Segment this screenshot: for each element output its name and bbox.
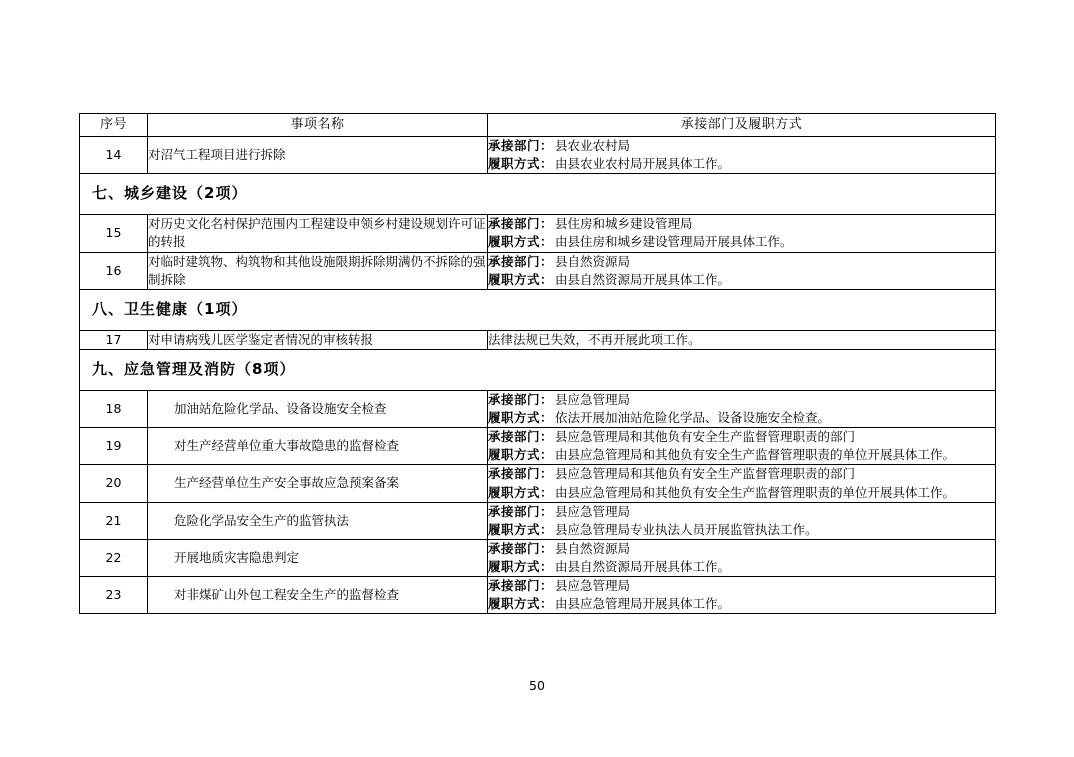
row-sequence-number: 15 <box>80 215 148 252</box>
duty-line <box>488 271 995 289</box>
row-sequence-number: 20 <box>80 465 148 502</box>
table-header-cell: 承接部门及履职方式 <box>488 114 996 137</box>
department-label: 承接部门： <box>488 429 554 445</box>
row-item-name: 对生产经营单位重大事故隐患的监督检查 <box>148 428 488 465</box>
duty-label: 履职方式： <box>488 559 554 574</box>
department-line <box>488 391 995 409</box>
row-item-name: 对非煤矿山外包工程安全生产的监督检查 <box>148 577 488 614</box>
department-line <box>488 137 995 155</box>
department-line <box>488 253 995 271</box>
row-department-duty <box>488 390 996 427</box>
department-label: 承接部门： <box>488 540 554 556</box>
table-row <box>80 252 996 289</box>
department-value: 县住房和城乡建设管理局 <box>555 216 693 232</box>
department-label: 承接部门： <box>488 503 554 519</box>
department-value: 县应急管理局 <box>555 578 631 594</box>
duty-line <box>488 484 995 502</box>
row-sequence-number: 18 <box>80 390 148 427</box>
section-heading: 七、城乡建设（2项） <box>80 174 996 215</box>
table-row <box>80 465 996 502</box>
duty-value: 由县自然资源局开展具体工作。 <box>555 559 731 574</box>
department-label: 承接部门： <box>488 578 554 594</box>
table-row <box>80 577 996 614</box>
table-header-cell: 事项名称 <box>148 114 488 137</box>
table-row <box>80 390 996 427</box>
row-note-text: 法律法规已失效，不再开展此项工作。 <box>488 330 996 349</box>
duty-line <box>488 446 995 464</box>
table-row <box>80 215 996 252</box>
duty-value: 由县农业农村局开展具体工作。 <box>555 156 731 172</box>
department-label: 承接部门： <box>488 466 554 482</box>
row-item-name: 加油站危险化学品、设备设施安全检查 <box>148 390 488 427</box>
department-value: 县自然资源局 <box>555 253 631 269</box>
duty-value: 县应急管理局专业执法人员开展监管执法工作。 <box>555 521 818 537</box>
table-row <box>80 137 996 174</box>
row-item-name: 危险化学品安全生产的监管执法 <box>148 502 488 539</box>
row-department-duty <box>488 252 996 289</box>
row-department-duty <box>488 465 996 502</box>
row-department-duty <box>488 502 996 539</box>
row-department-duty <box>488 215 996 252</box>
duty-value: 由县自然资源局开展具体工作。 <box>555 271 731 287</box>
table-row <box>80 330 996 349</box>
row-sequence-number: 23 <box>80 577 148 614</box>
duty-label: 履职方式： <box>488 484 554 500</box>
table-header-row <box>80 114 996 137</box>
row-item-name: 对沼气工程项目进行拆除 <box>148 137 488 174</box>
row-sequence-number: 19 <box>80 428 148 465</box>
section-heading-row <box>80 349 996 390</box>
table-row <box>80 539 996 576</box>
duty-label: 履职方式： <box>488 410 554 425</box>
duty-line <box>488 595 995 613</box>
row-item-name: 对历史文化名村保护范围内工程建设申领乡村建设规划许可证的转报 <box>148 215 488 252</box>
section-heading-row <box>80 174 996 215</box>
row-department-duty <box>488 577 996 614</box>
duty-label: 履职方式： <box>488 156 554 172</box>
row-item-name: 开展地质灾害隐患判定 <box>148 539 488 576</box>
duty-label: 履职方式： <box>488 521 554 537</box>
row-sequence-number: 22 <box>80 539 148 576</box>
department-value: 县应急管理局 <box>555 503 631 519</box>
responsibility-table <box>79 113 996 614</box>
duty-line <box>488 558 995 576</box>
department-value: 县应急管理局和其他负有安全生产监督管理职责的部门 <box>555 466 856 482</box>
department-line <box>488 215 995 233</box>
duty-line <box>488 409 995 427</box>
duty-label: 履职方式： <box>488 271 554 287</box>
duty-line <box>488 155 995 173</box>
table-row <box>80 502 996 539</box>
department-label: 承接部门： <box>488 216 554 232</box>
department-line <box>488 503 995 521</box>
duty-line <box>488 233 995 251</box>
row-department-duty <box>488 428 996 465</box>
duty-value: 由县应急管理局和其他负有安全生产监督管理职责的单位开展具体工作。 <box>555 484 956 500</box>
page-number: 50 <box>529 678 545 693</box>
duty-value: 由县住房和城乡建设管理局开展具体工作。 <box>555 234 793 250</box>
duty-label: 履职方式： <box>488 596 554 612</box>
department-value: 县农业农村局 <box>555 138 631 153</box>
table-header-cell: 序号 <box>80 114 148 137</box>
row-sequence-number: 16 <box>80 252 148 289</box>
department-value: 县应急管理局 <box>555 391 631 407</box>
table-row <box>80 428 996 465</box>
row-item-name: 对申请病残儿医学鉴定者情况的审核转报 <box>148 330 488 349</box>
row-sequence-number: 14 <box>80 137 148 174</box>
duty-label: 履职方式： <box>488 234 554 250</box>
duty-line <box>488 521 995 539</box>
row-department-duty <box>488 137 996 174</box>
department-line <box>488 540 995 558</box>
row-item-name: 生产经营单位生产安全事故应急预案备案 <box>148 465 488 502</box>
department-value: 县应急管理局和其他负有安全生产监督管理职责的部门 <box>555 429 856 445</box>
row-sequence-number: 17 <box>80 330 148 349</box>
department-line <box>488 577 995 595</box>
section-heading-row <box>80 289 996 330</box>
department-line <box>488 465 995 483</box>
department-line <box>488 428 995 446</box>
department-label: 承接部门： <box>488 138 554 153</box>
section-heading: 八、卫生健康（1项） <box>80 289 996 330</box>
department-value: 县自然资源局 <box>555 540 631 556</box>
section-heading: 九、应急管理及消防（8项） <box>80 349 996 390</box>
row-sequence-number: 21 <box>80 502 148 539</box>
row-item-name: 对临时建筑物、构筑物和其他设施限期拆除期满仍不拆除的强制拆除 <box>148 252 488 289</box>
row-department-duty <box>488 539 996 576</box>
department-label: 承接部门： <box>488 391 554 407</box>
duty-value: 由县应急管理局和其他负有安全生产监督管理职责的单位开展具体工作。 <box>555 447 956 463</box>
duty-value: 依法开展加油站危险化学品、设备设施安全检查。 <box>555 410 831 425</box>
duty-value: 由县应急管理局开展具体工作。 <box>555 596 731 612</box>
department-label: 承接部门： <box>488 253 554 269</box>
duty-label: 履职方式： <box>488 447 554 463</box>
